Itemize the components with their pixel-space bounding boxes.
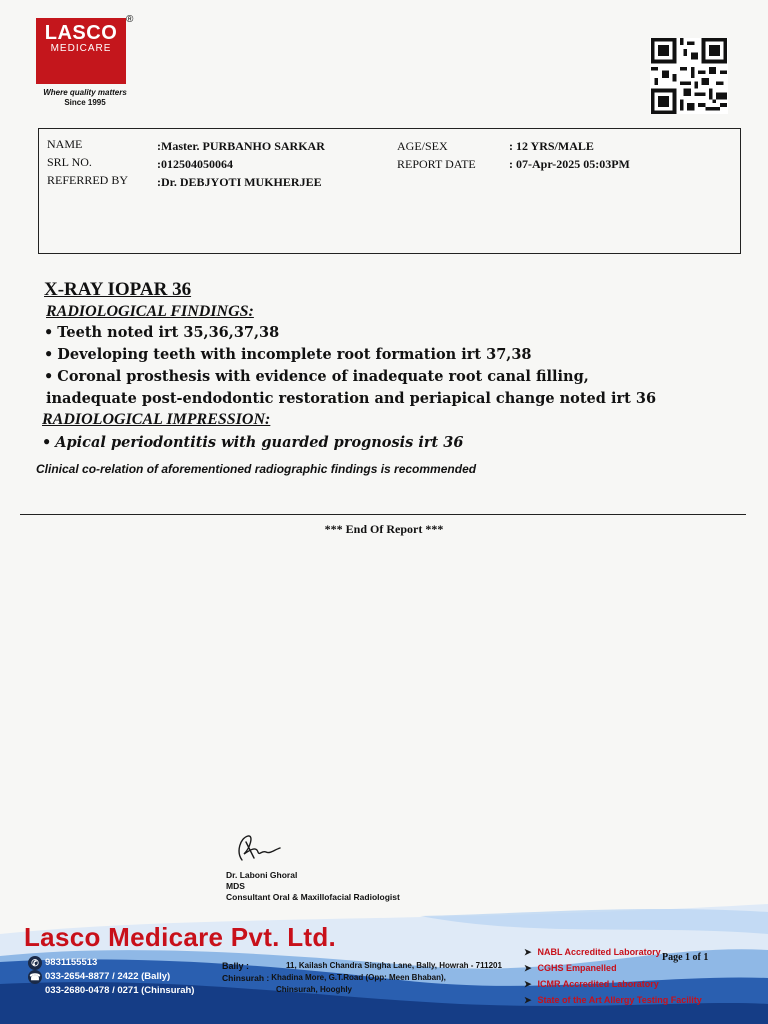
referred-label: REFERRED BY — [47, 173, 129, 187]
accreditation-text: NABL Accredited Laboratory — [537, 947, 661, 957]
company-logo — [36, 18, 126, 84]
whatsapp-icon: ✆ — [28, 956, 42, 970]
impression-text: Apical periodontitis with guarded prognosis irt 36 — [55, 434, 464, 451]
chinsurah-label: Chinsurah : — [222, 973, 270, 983]
impression-heading: RADIOLOGICAL IMPRESSION: — [42, 411, 271, 428]
finding-item — [44, 344, 738, 366]
arrow-icon: ➤ — [524, 947, 532, 957]
srl-number: :012504050064 — [157, 157, 233, 171]
phone-row — [28, 970, 194, 984]
info-values-right — [509, 137, 630, 173]
chinsurah-address-2: Chinsurah, Hooghly — [276, 985, 352, 994]
signatory-name: Dr. Laboni Ghoral — [226, 870, 298, 880]
srl-label: SRL NO. — [47, 155, 92, 169]
tagline — [30, 88, 140, 108]
qr-code-icon — [650, 38, 728, 114]
arrow-icon: ➤ — [524, 963, 532, 973]
bullet: • — [44, 346, 54, 363]
bullet: • — [44, 324, 54, 341]
finding-item — [44, 322, 738, 344]
info-labels-right — [397, 137, 476, 173]
phone-bally: 033-2654-8877 / 2422 (Bally) — [45, 971, 171, 982]
chinsurah-address-row-2 — [222, 984, 502, 996]
signatory-degree: MDS — [226, 881, 245, 891]
finding-text: Coronal prosthesis with evidence of inadequate root canal filling, — [57, 368, 589, 385]
phone-chinsurah: 033-2680-0478 / 0271 (Chinsurah) — [45, 985, 195, 996]
accreditation-item — [524, 976, 702, 992]
since-text: Since 1995 — [64, 98, 106, 107]
tagline-text: Where quality matters — [43, 88, 127, 97]
report-body — [38, 278, 738, 476]
finding-item — [44, 366, 738, 388]
accreditation-text: State of the Art Allergy Testing Facility — [537, 995, 702, 1005]
arrow-icon: ➤ — [524, 979, 532, 989]
whatsapp-row — [28, 956, 194, 970]
finding-continuation: inadequate post-endodontic restoration and periapical change noted irt 36 — [46, 390, 657, 407]
impression-item — [42, 432, 738, 454]
agesex-value: : 12 YRS/MALE — [509, 139, 594, 153]
clinical-note: Clinical co-relation of aforementioned radiographic findings is recommended — [36, 462, 477, 476]
signatory-title: Consultant Oral & Maxillofacial Radiologist — [226, 892, 400, 902]
finding-text: Developing teeth with incomplete root formation irt 37,38 — [57, 346, 532, 363]
registered-mark: ® — [126, 14, 134, 25]
bally-label: Bally : — [222, 961, 250, 971]
end-of-report: *** End Of Report *** — [324, 522, 444, 536]
contact-numbers — [28, 956, 194, 998]
patient-info-box — [38, 128, 741, 254]
bally-address: 11, Kailash Chandra Singha Lane, Bally, Howrah - 711201 — [286, 961, 502, 970]
phone-row-2 — [28, 984, 194, 998]
chinsurah-address: Khadina More, G.T.Road (Opp: Meen Bhaban), — [271, 973, 446, 982]
accreditation-item — [524, 992, 702, 1008]
name-label: NAME — [47, 137, 83, 151]
accreditation-text: ICMR Accredited Laboratory — [537, 979, 659, 989]
bullet: • — [44, 368, 54, 385]
phone-icon: ☎ — [29, 972, 41, 982]
info-values-left — [157, 137, 325, 191]
info-labels-left — [47, 135, 128, 189]
agesex-label: AGE/SEX — [397, 139, 448, 153]
divider — [20, 514, 746, 515]
report-title: X-RAY IOPAR 36 — [44, 279, 192, 300]
report-date-label: REPORT DATE — [397, 157, 476, 171]
finding-text: Teeth noted irt 35,36,37,38 — [57, 324, 280, 341]
patient-name: :Master. PURBANHO SARKAR — [157, 139, 325, 153]
chinsurah-address-row — [222, 972, 502, 984]
accreditation-text: CGHS Empanelled — [537, 963, 617, 973]
report-date-value: : 07-Apr-2025 05:03PM — [509, 157, 630, 171]
signatory-block — [226, 870, 400, 903]
whatsapp-number: 9831155513 — [45, 957, 98, 968]
signature-mark — [228, 830, 284, 866]
referring-doctor: :Dr. DEBJYOTI MUKHERJEE — [157, 175, 322, 189]
page-number: Page 1 of 1 — [662, 952, 709, 963]
branch-addresses — [222, 960, 502, 996]
bally-address-row — [222, 960, 502, 972]
arrow-icon: ➤ — [524, 995, 532, 1005]
logo-subtitle: MEDICARE — [50, 43, 112, 54]
findings-heading: RADIOLOGICAL FINDINGS: — [46, 303, 254, 320]
bullet: • — [42, 434, 52, 451]
company-name: Lasco Medicare Pvt. Ltd. — [24, 922, 337, 952]
footer — [0, 904, 768, 1024]
logo-name: LASCO — [44, 22, 118, 44]
